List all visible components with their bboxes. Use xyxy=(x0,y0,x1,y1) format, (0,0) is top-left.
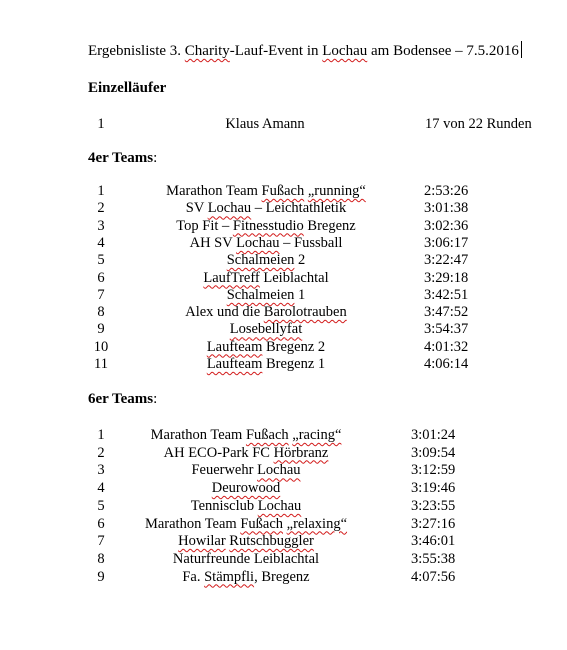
team-name-part: „racing“ xyxy=(292,427,342,443)
heading-6er-colon: : xyxy=(153,391,158,407)
finish-time: 3:19:46 xyxy=(411,480,456,497)
row-number: 10 xyxy=(93,338,109,355)
team-row xyxy=(0,498,567,515)
team-name-part: Marathon Team xyxy=(150,427,246,443)
team-row xyxy=(0,533,567,550)
title-word-charity: Charity xyxy=(184,43,230,59)
team-name-part: Lochau xyxy=(257,497,302,514)
team-name-part: Fußach xyxy=(261,183,305,199)
heading-4er-label: 4er Teams xyxy=(88,150,154,166)
runner-result: 17 von 22 Runden xyxy=(425,116,532,132)
team-name-part: Bregenz 2 xyxy=(262,338,326,355)
team-name-part: Alex und die xyxy=(185,304,264,321)
team-name-part: Bregenz 1 xyxy=(262,356,326,372)
team-name-part: Stämpfli xyxy=(204,568,255,585)
team-name xyxy=(140,287,392,304)
team-name-part: Laufteam xyxy=(206,356,263,372)
row-number: 3 xyxy=(97,462,105,479)
row-number: 1 xyxy=(97,427,105,443)
finish-time: 3:55:38 xyxy=(411,550,456,567)
heading-4er-colon: : xyxy=(153,150,158,166)
row-number: 5 xyxy=(97,497,105,514)
team-name xyxy=(140,252,392,269)
team-name-part: Marathon Team xyxy=(166,183,262,199)
team-name-part: Barolotrauben xyxy=(263,304,347,321)
finish-time: 3:06:17 xyxy=(424,234,469,251)
team-name-part: Bregenz xyxy=(303,217,356,234)
team-row xyxy=(0,287,567,304)
team-name-part: Fa. xyxy=(182,568,205,585)
team-row xyxy=(0,462,567,479)
team-name-part: Deurowood xyxy=(211,480,281,497)
team-name xyxy=(140,183,392,200)
team-row xyxy=(0,339,567,356)
runner-name: Klaus Amann xyxy=(225,116,305,132)
team-name-part: Leiblachtal xyxy=(259,269,329,286)
team-name xyxy=(140,270,392,287)
team-row xyxy=(0,321,567,338)
team-row xyxy=(0,551,567,568)
team-name-part: Rutschbuggler xyxy=(229,533,314,550)
team-name-part: Tennisclub xyxy=(190,497,258,514)
team-name-part: Fußach xyxy=(245,427,289,443)
finish-time: 4:06:14 xyxy=(424,356,469,372)
finish-time: 3:09:54 xyxy=(411,444,456,461)
row-number: 4 xyxy=(97,480,105,497)
row-number: 5 xyxy=(97,252,105,269)
team-name-part: Howilar xyxy=(178,533,226,550)
team-name-part: SV xyxy=(185,200,208,217)
team-name-part: Laufteam xyxy=(206,338,263,355)
finish-time: 3:22:47 xyxy=(424,252,469,269)
team-name xyxy=(140,339,392,356)
row-number: 1 xyxy=(97,116,105,132)
team-row xyxy=(0,480,567,497)
team-name-part: Fußach xyxy=(240,515,284,532)
team-name-part: Marathon Team xyxy=(144,515,241,532)
title-word-lochau: Lochau xyxy=(322,43,368,59)
page-title xyxy=(88,41,522,60)
team-row xyxy=(0,252,567,269)
team-row xyxy=(0,516,567,533)
einzel-row xyxy=(0,116,567,133)
team-name-part: Fitnesstudio xyxy=(232,217,304,234)
team-name xyxy=(120,498,372,515)
team-name-part: Feuerwehr xyxy=(191,462,258,479)
team-name-part: AH ECO-Park FC xyxy=(163,444,274,461)
finish-time: 3:01:24 xyxy=(411,427,456,443)
finish-time: 3:01:38 xyxy=(424,200,469,217)
team-name-part: Hörbranz xyxy=(273,444,329,461)
team-name xyxy=(120,533,372,550)
team-name xyxy=(120,551,372,568)
team-name xyxy=(120,569,372,586)
team-name xyxy=(140,356,392,373)
finish-time: 2:53:26 xyxy=(424,183,469,199)
team-name-part: Lochau xyxy=(257,462,301,479)
team-name-part: – Leichtathletik xyxy=(251,200,347,217)
team-name xyxy=(120,516,372,533)
team-row xyxy=(0,270,567,287)
team-name xyxy=(120,462,372,479)
finish-time: 4:01:32 xyxy=(424,338,469,355)
finish-time: 3:42:51 xyxy=(424,286,469,303)
team-row xyxy=(0,356,567,373)
row-number: 9 xyxy=(97,321,105,338)
team-name-part: AH SV xyxy=(189,234,237,251)
row-number: 11 xyxy=(94,356,108,372)
row-number: 2 xyxy=(97,200,105,217)
finish-time: 3:46:01 xyxy=(411,533,456,550)
team-name xyxy=(120,427,372,444)
finish-time: 3:54:37 xyxy=(424,321,469,338)
finish-time: 3:12:59 xyxy=(411,462,456,479)
team-row xyxy=(0,569,567,586)
row-number: 6 xyxy=(97,515,105,532)
team-name-part: LaufTreff xyxy=(203,269,260,286)
row-number: 6 xyxy=(97,269,105,286)
row-number: 7 xyxy=(97,533,105,550)
team-name-part: Schalmeien xyxy=(226,286,295,303)
team-name xyxy=(140,235,392,252)
team-name-part: Naturfreunde Leiblachtal xyxy=(172,550,320,567)
team-name xyxy=(140,321,392,338)
row-number: 9 xyxy=(97,568,105,585)
text-cursor[interactable] xyxy=(521,41,522,58)
finish-time: 3:02:36 xyxy=(424,217,469,234)
row-number: 3 xyxy=(97,217,105,234)
row-number: 8 xyxy=(97,550,105,567)
team-row xyxy=(0,427,567,444)
row-number: 4 xyxy=(97,234,105,251)
team-name-part: Lochau xyxy=(236,234,280,251)
team-name xyxy=(140,218,392,235)
team-row xyxy=(0,235,567,252)
team-name-part: Top Fit – xyxy=(176,217,233,234)
team-name xyxy=(140,200,392,217)
team-name xyxy=(140,304,392,321)
finish-time: 3:27:16 xyxy=(411,515,456,532)
heading-6er-teams xyxy=(88,391,157,408)
team-name-part: 1 xyxy=(294,286,306,303)
team-row xyxy=(0,304,567,321)
team-name xyxy=(120,480,372,497)
team-name-part: 2 xyxy=(294,252,306,269)
row-number: 7 xyxy=(97,286,105,303)
team-name-part: Lochau xyxy=(207,200,252,217)
team-row xyxy=(0,183,567,200)
team-name-part: Schalmeien xyxy=(226,252,295,269)
title-mid: -Lauf-Event in xyxy=(229,43,323,59)
team-row xyxy=(0,218,567,235)
heading-einzellaeufer: Einzelläufer xyxy=(88,80,167,96)
row-number: 8 xyxy=(97,304,105,321)
row-number: 2 xyxy=(97,444,105,461)
heading-4er-teams xyxy=(88,150,157,167)
team-name-part: Losebellyfat xyxy=(229,321,303,338)
team-name xyxy=(120,445,372,462)
row-number: 1 xyxy=(97,183,105,199)
team-row xyxy=(0,445,567,462)
title-suffix: am Bodensee – 7.5.2016 xyxy=(367,43,519,59)
finish-time: 3:23:55 xyxy=(411,497,456,514)
team-name-part: , Bregenz xyxy=(254,568,310,585)
title-prefix: Ergebnisliste 3. xyxy=(88,43,185,59)
finish-time: 3:29:18 xyxy=(424,269,469,286)
team-name-part: – Fussball xyxy=(279,234,343,251)
team-row xyxy=(0,200,567,217)
team-name-part: „relaxing“ xyxy=(286,515,348,532)
team-name-part: „running“ xyxy=(307,183,366,199)
finish-time: 4:07:56 xyxy=(411,568,456,585)
heading-6er-label: 6er Teams xyxy=(88,391,154,407)
finish-time: 3:47:52 xyxy=(424,304,469,321)
